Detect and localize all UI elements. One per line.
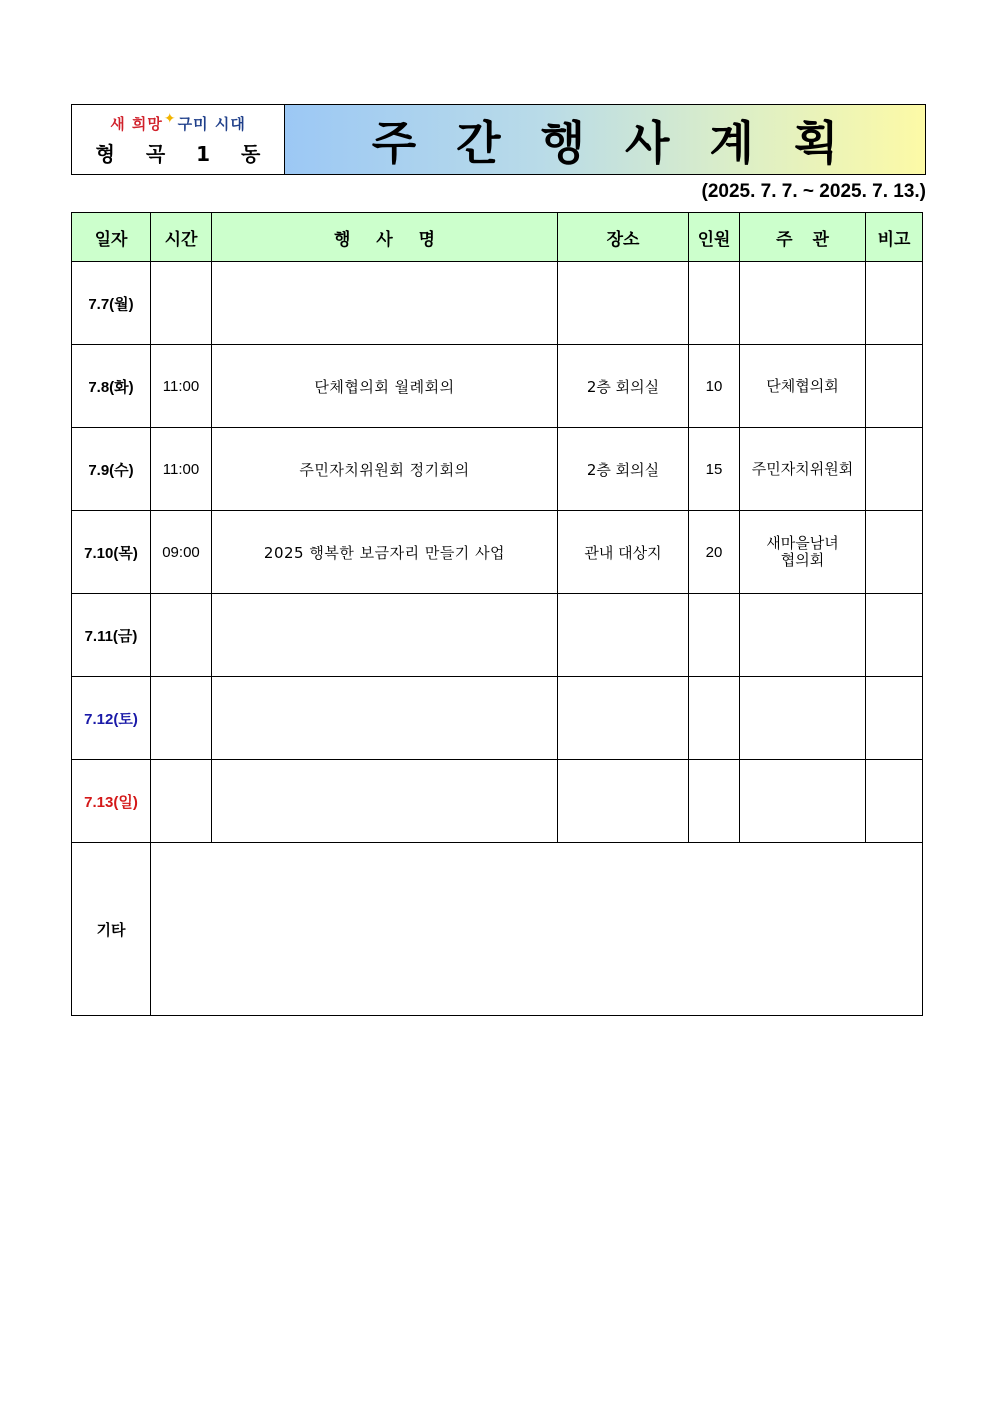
row-place: 관내 대상지: [558, 511, 689, 594]
row-date: 7.10(목): [72, 511, 151, 594]
col-header-date: 일자: [72, 213, 151, 262]
row-host: [740, 262, 866, 345]
row-event: [212, 262, 558, 345]
row-host: 주민자치위원회: [740, 428, 866, 511]
col-header-event: 행 사 명: [212, 213, 558, 262]
row-note: [866, 594, 923, 677]
row-event: 주민자치위원회 정기회의: [212, 428, 558, 511]
row-host-line1: 새마을남녀: [766, 534, 839, 552]
col-header-people: 인원: [689, 213, 740, 262]
row-people: [689, 760, 740, 843]
row-people: 10: [689, 345, 740, 428]
slogan-part2: 구미 시대: [177, 114, 246, 133]
col-header-place: 장소: [558, 213, 689, 262]
row-date: 7.12(토): [72, 677, 151, 760]
office-name: 형 곡 1 동: [95, 141, 273, 166]
col-header-note: 비고: [866, 213, 923, 262]
row-event: 2025 행복한 보금자리 만들기 사업: [212, 511, 558, 594]
row-host-line2: 협의회: [780, 551, 825, 569]
row-time: [151, 594, 212, 677]
table-row: [72, 262, 923, 345]
row-time: 11:00: [151, 345, 212, 428]
row-date: 7.11(금): [72, 594, 151, 677]
row-time: 09:00: [151, 511, 212, 594]
row-time: [151, 760, 212, 843]
row-place: 2층 회의실: [558, 428, 689, 511]
row-place: 2층 회의실: [558, 345, 689, 428]
table-row: [72, 594, 923, 677]
office-logo: [72, 105, 285, 174]
row-date: 7.7(월): [72, 262, 151, 345]
row-time: [151, 677, 212, 760]
slogan-part1: 새 희망: [110, 114, 163, 133]
row-note: [866, 677, 923, 760]
row-note: [866, 760, 923, 843]
date-range: (2025. 7. 7. ~ 2025. 7. 13.): [701, 181, 926, 202]
row-note: [866, 511, 923, 594]
table-row: [72, 511, 923, 594]
row-date: 7.8(화): [72, 345, 151, 428]
row-date: 7.9(수): [72, 428, 151, 511]
table-header-row: [72, 213, 923, 262]
row-host: [740, 511, 866, 594]
row-note: [866, 262, 923, 345]
row-event: 단체협의회 월례회의: [212, 345, 558, 428]
row-people: [689, 262, 740, 345]
row-time: [151, 262, 212, 345]
table-row: [72, 345, 923, 428]
row-note: [866, 345, 923, 428]
row-host: [740, 677, 866, 760]
row-note: [866, 428, 923, 511]
row-host: [740, 760, 866, 843]
page-header: [71, 104, 926, 175]
col-header-time: 시간: [151, 213, 212, 262]
row-people: [689, 594, 740, 677]
table-row: [72, 760, 923, 843]
etc-content: [151, 843, 923, 1016]
etc-row: [72, 843, 923, 1016]
row-host: [740, 594, 866, 677]
row-time: 11:00: [151, 428, 212, 511]
row-event: [212, 760, 558, 843]
row-event: [212, 677, 558, 760]
row-place: [558, 594, 689, 677]
row-place: [558, 677, 689, 760]
table-row: [72, 677, 923, 760]
table-row: [72, 428, 923, 511]
row-host: 단체협의회: [740, 345, 866, 428]
row-people: 20: [689, 511, 740, 594]
row-date: 7.13(일): [72, 760, 151, 843]
row-place: [558, 760, 689, 843]
schedule-table: [71, 212, 923, 1016]
row-place: [558, 262, 689, 345]
title-banner: [285, 105, 925, 174]
row-people: 15: [689, 428, 740, 511]
slogan: [110, 110, 246, 134]
etc-label: 기타: [72, 843, 151, 1016]
row-people: [689, 677, 740, 760]
star-icon: ✦: [163, 110, 177, 127]
row-event: [212, 594, 558, 677]
page-title: 주간행사계획: [371, 115, 879, 170]
col-header-host: 주 관: [740, 213, 866, 262]
